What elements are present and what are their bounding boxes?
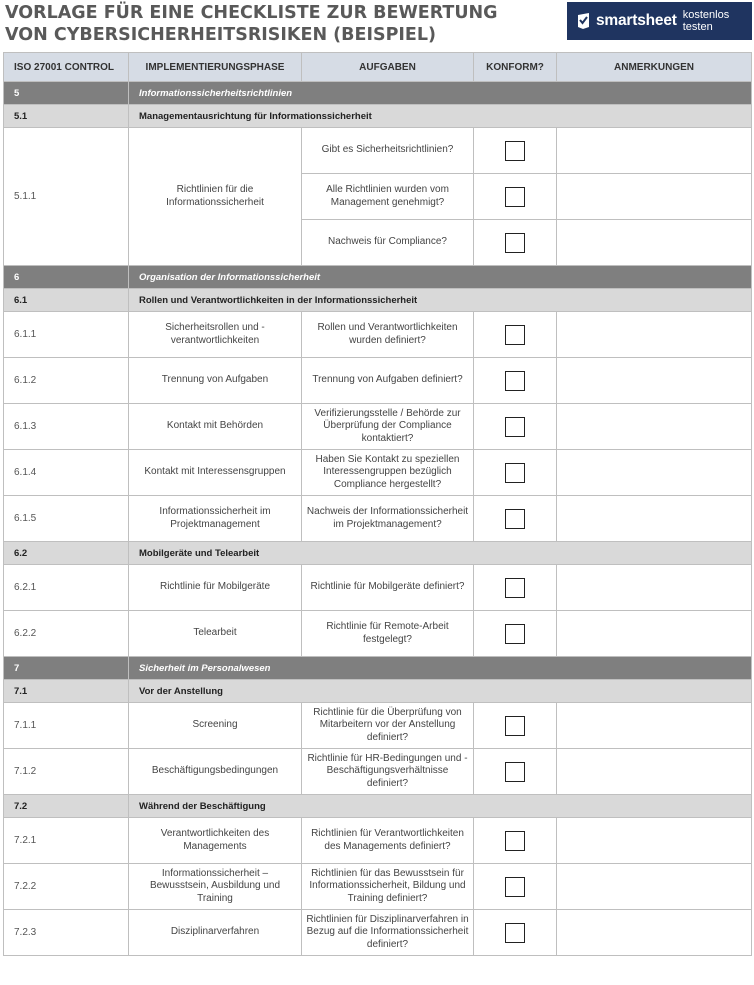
compliant-checkbox[interactable] [505,141,525,161]
notes-cell[interactable] [557,220,752,266]
control-id: 6.2.1 [4,565,129,611]
compliant-cell [474,565,557,611]
control-id: 7.2.2 [4,864,129,910]
task-cell: Richtlinie für die Überprüfung von Mitarbeitern vor der Anstellung definiert? [302,703,474,749]
task-cell: Nachweis für Compliance? [302,220,474,266]
subsection-title: Vor der Anstellung [129,680,752,703]
table-row [4,703,752,749]
phase-cell: Sicherheitsrollen und -verantwortlichkeiten [129,312,302,358]
section-number: 5 [4,82,129,105]
subsection-number: 6.2 [4,542,129,565]
subsection-title: Rollen und Verantwortlichkeiten in der Informationssicherheit [129,289,752,312]
phase-cell: Richtlinien für die Informationssicherheit [129,128,302,266]
subsection-number: 7.1 [4,680,129,703]
subsection-title: Mobilgeräte und Telearbeit [129,542,752,565]
compliant-checkbox[interactable] [505,877,525,897]
table-row [4,611,752,657]
control-id: 7.1.2 [4,749,129,795]
phase-cell: Disziplinarverfahren [129,910,302,956]
compliant-cell [474,864,557,910]
phase-cell: Verantwortlichkeiten des Managements [129,818,302,864]
smartsheet-logo-icon [577,13,591,29]
subsection-title: Managementausrichtung für Informationssicherheit [129,105,752,128]
control-id: 6.1.2 [4,358,129,404]
notes-cell[interactable] [557,174,752,220]
phase-cell: Telearbeit [129,611,302,657]
compliant-checkbox[interactable] [505,762,525,782]
table-row [4,496,752,542]
table-row [4,312,752,358]
control-id: 7.1.1 [4,703,129,749]
subsection-row [4,795,752,818]
section-number: 7 [4,657,129,680]
page-title [5,2,505,46]
notes-cell[interactable] [557,703,752,749]
notes-cell[interactable] [557,450,752,496]
control-id: 6.1.5 [4,496,129,542]
control-id: 7.2.1 [4,818,129,864]
col-header-notes: ANMERKUNGEN [557,53,752,82]
subsection-row [4,105,752,128]
task-cell: Gibt es Sicherheitsrichtlinien? [302,128,474,174]
compliant-checkbox[interactable] [505,371,525,391]
subsection-row [4,542,752,565]
subsection-number: 7.2 [4,795,129,818]
title-line-1: VORLAGE FÜR EINE CHECKLISTE ZUR BEWERTUNG [5,3,498,23]
control-id: 6.1.3 [4,404,129,450]
compliant-cell [474,749,557,795]
brand-cta: kostenlos testen [682,9,730,33]
compliant-cell [474,450,557,496]
task-cell: Haben Sie Kontakt zu speziellen Interessengruppen bezüglich Compliance hergestellt? [302,450,474,496]
compliant-cell [474,910,557,956]
notes-cell[interactable] [557,404,752,450]
compliant-cell [474,404,557,450]
notes-cell[interactable] [557,358,752,404]
compliant-checkbox[interactable] [505,716,525,736]
table-row [4,358,752,404]
notes-cell[interactable] [557,818,752,864]
table-row [4,818,752,864]
table-row [4,404,752,450]
phase-cell: Trennung von Aufgaben [129,358,302,404]
section-row [4,657,752,680]
col-header-control: ISO 27001 CONTROL [4,53,129,82]
phase-cell: Informationssicherheit – Bewusstsein, Ausbildung und Training [129,864,302,910]
table-row [4,749,752,795]
task-cell: Richtlinien für das Bewusstsein für Informationssicherheit, Bildung und Training definiert? [302,864,474,910]
phase-cell: Informationssicherheit im Projektmanagement [129,496,302,542]
compliant-cell [474,128,557,174]
smartsheet-trial-button[interactable] [567,2,752,40]
notes-cell[interactable] [557,496,752,542]
phase-cell: Beschäftigungsbedingungen [129,749,302,795]
task-cell: Verifizierungsstelle / Behörde zur Überprüfung der Compliance kontaktiert? [302,404,474,450]
col-header-phase: IMPLEMENTIERUNGSPHASE [129,53,302,82]
section-row [4,266,752,289]
table-header-row [4,53,752,82]
task-cell: Trennung von Aufgaben definiert? [302,358,474,404]
table-row [4,910,752,956]
control-id: 5.1.1 [4,128,129,266]
notes-cell[interactable] [557,128,752,174]
compliant-checkbox[interactable] [505,233,525,253]
section-title: Sicherheit im Personalwesen [129,657,752,680]
notes-cell[interactable] [557,611,752,657]
task-cell: Richtlinie für HR-Bedingungen und -Beschäftigungsverhältnisse definiert? [302,749,474,795]
compliant-cell [474,312,557,358]
compliant-cell [474,703,557,749]
task-cell: Richtlinien für Disziplinarverfahren in Bezug auf die Informationssicherheit definiert? [302,910,474,956]
table-row [4,565,752,611]
compliant-checkbox[interactable] [505,417,525,437]
control-id: 6.1.4 [4,450,129,496]
section-title: Informationssicherheitsrichtlinien [129,82,752,105]
subsection-row [4,289,752,312]
table-row [4,450,752,496]
section-row [4,82,752,105]
control-id: 6.1.1 [4,312,129,358]
compliant-checkbox[interactable] [505,578,525,598]
notes-cell[interactable] [557,565,752,611]
compliant-cell [474,220,557,266]
compliant-cell [474,174,557,220]
notes-cell[interactable] [557,749,752,795]
notes-cell[interactable] [557,864,752,910]
task-cell: Richtlinie für Remote-Arbeit festgelegt? [302,611,474,657]
compliant-cell [474,358,557,404]
brand-name: smartsheet [596,12,677,29]
compliant-checkbox[interactable] [505,325,525,345]
col-header-tasks: AUFGABEN [302,53,474,82]
compliant-checkbox[interactable] [505,624,525,644]
compliant-cell [474,818,557,864]
section-title: Organisation der Informationssicherheit [129,266,752,289]
task-cell: Alle Richtlinien wurden vom Management genehmigt? [302,174,474,220]
table-row [4,128,752,174]
phase-cell: Richtlinie für Mobilgeräte [129,565,302,611]
compliant-checkbox[interactable] [505,831,525,851]
notes-cell[interactable] [557,910,752,956]
subsection-number: 6.1 [4,289,129,312]
compliant-checkbox[interactable] [505,463,525,483]
checklist-table [3,52,752,956]
task-cell: Rollen und Verantwortlichkeiten wurden definiert? [302,312,474,358]
col-header-compliant: KONFORM? [474,53,557,82]
control-id: 6.2.2 [4,611,129,657]
compliant-checkbox[interactable] [505,509,525,529]
control-id: 7.2.3 [4,910,129,956]
subsection-number: 5.1 [4,105,129,128]
phase-cell: Kontakt mit Interessensgruppen [129,450,302,496]
compliant-checkbox[interactable] [505,923,525,943]
title-line-2: VON CYBERSICHERHEITSRISIKEN (BEISPIEL) [5,25,437,45]
subsection-row [4,680,752,703]
task-cell: Richtlinien für Verantwortlichkeiten des Managements definiert? [302,818,474,864]
subsection-title: Während der Beschäftigung [129,795,752,818]
compliant-cell [474,496,557,542]
compliant-cell [474,611,557,657]
phase-cell: Kontakt mit Behörden [129,404,302,450]
table-row [4,864,752,910]
task-cell: Nachweis der Informationssicherheit im Projektmanagement? [302,496,474,542]
task-cell: Richtlinie für Mobilgeräte definiert? [302,565,474,611]
section-number: 6 [4,266,129,289]
phase-cell: Screening [129,703,302,749]
compliant-checkbox[interactable] [505,187,525,207]
notes-cell[interactable] [557,312,752,358]
